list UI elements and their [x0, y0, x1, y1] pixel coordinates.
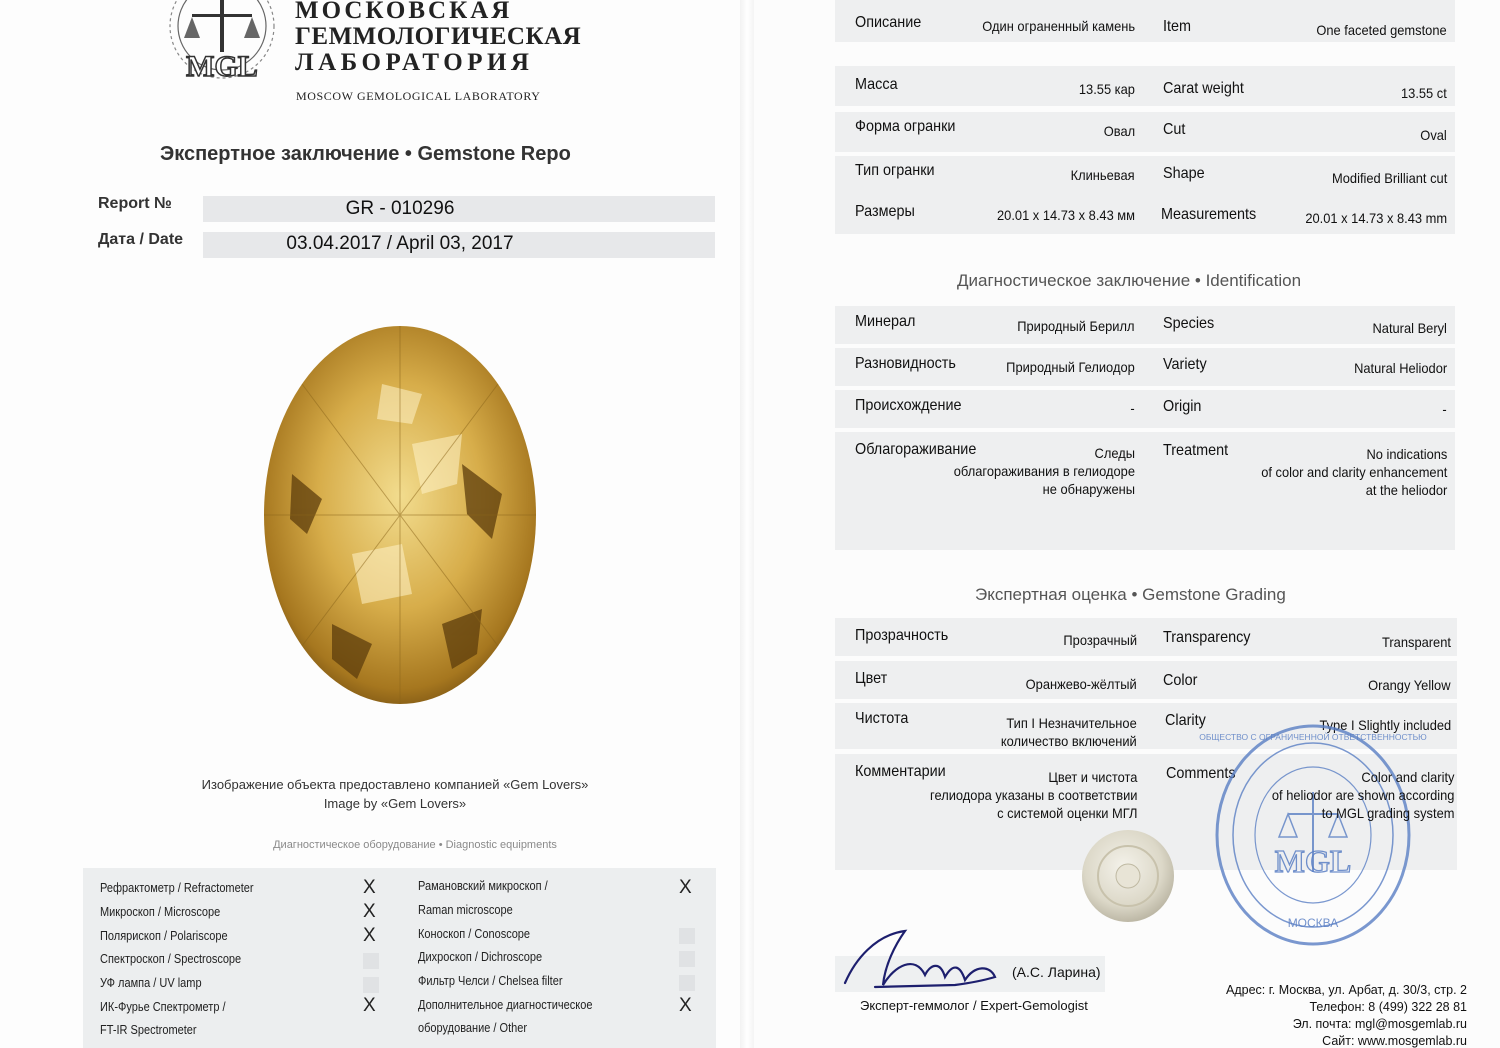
grading-ru-value: Оранжево-жёлтый [1025, 676, 1137, 692]
grading-en-label: Transparency [1163, 629, 1251, 646]
description-ru-label: Тип огранки [855, 162, 935, 179]
image-caption-en: Image by «Gem Lovers» [323, 796, 467, 811]
description-ru-label: Форма огранки [855, 118, 956, 135]
equipment-item: Raman microscope [418, 903, 513, 917]
grading-ru-label: Чистота [855, 710, 909, 727]
equipment-item: УФ лампа / UV lamp [100, 976, 202, 990]
lab-name [295, 0, 581, 76]
equipment-item: Дополнительное диагностическое [418, 998, 593, 1012]
description-en-label: Measurements [1161, 206, 1257, 223]
address-line: Адрес: г. Москва, ул. Арбат, д. 30/3, стр. 2 [1225, 983, 1467, 997]
grading-ru-value: Тип I Незначительное количество включений [1001, 715, 1137, 749]
description-ru-value: Один ограненный камень [982, 18, 1135, 34]
equipment-empty-box [679, 975, 695, 991]
identification-ru-label: Облагораживание [855, 441, 977, 458]
equipment-empty-box [363, 953, 379, 969]
grading-ru-value: Цвет и чистота гелиодора указаны в соответствии с системой оценки МГЛ [929, 769, 1137, 821]
image-caption-ru: Изображение объекта предоставлено компанией «Gem Lovers» [201, 777, 589, 792]
identification-en-label: Origin [1163, 398, 1202, 415]
equipment-item: Фильтр Челси / Chelsea filter [418, 974, 563, 988]
lab-name-line-1: МОСКОВСКАЯ [295, 0, 513, 24]
identification-ru-value: - [1130, 400, 1135, 416]
identification-en-value: - [1442, 401, 1447, 417]
grading-ru-label: Прозрачность [855, 627, 949, 644]
description-ru-value: Овал [1103, 123, 1135, 139]
identification-ru-label: Разновидность [855, 355, 956, 372]
page-fold [740, 0, 754, 1048]
report-date-value: 03.04.2017 / April 03, 2017 [286, 233, 514, 254]
equipment-item: Дихроскоп / Dichroscope [418, 950, 543, 964]
equipment-item: Спектроскоп / Spectroscope [100, 952, 242, 966]
identification-en-value: No indications of color and clarity enhancement at the heliodor [1260, 446, 1447, 498]
email-line: Эл. почта: mgl@mosgemlab.ru [1292, 1017, 1467, 1031]
lab-name-en: MOSCOW GEMOLOGICAL LABORATORY [296, 89, 541, 103]
seal-center-text: MGL [1274, 843, 1352, 879]
equipment-empty-box [679, 951, 695, 967]
equipment-check-mark: X [363, 877, 376, 898]
signature-role: Эксперт-геммолог / Expert-Gemologist [860, 998, 1088, 1013]
equipment-empty-box [679, 928, 695, 944]
description-ru-label: Размеры [855, 203, 915, 220]
identification-en-label: Treatment [1163, 442, 1229, 459]
equipment-title: Диагностическое оборудование • Diagnostic equipments [273, 839, 557, 851]
description-ru-value: 20.01 x 14.73 x 8.43 мм [996, 207, 1135, 223]
report-title: Экспертное заключение • Gemstone Repo [160, 143, 571, 165]
hologram-sticker-icon [1080, 828, 1176, 924]
grading-en-value: Orangy Yellow [1368, 677, 1451, 693]
report-date-label: Дата / Date [98, 231, 184, 248]
description-en-label: Item [1163, 18, 1192, 35]
grading-title: Экспертная оценка • Gemstone Grading [975, 585, 1286, 604]
gemstone-photo [262, 324, 538, 707]
table-row [835, 306, 1455, 344]
identification-en-label: Species [1163, 315, 1215, 332]
equipment-item: Рамановский микроскоп / [418, 879, 548, 893]
table-row [835, 66, 1455, 106]
identification-en-label: Variety [1163, 356, 1207, 373]
phone-line: Телефон: 8 (499) 322 28 81 [1309, 1000, 1467, 1014]
lab-name-line-3: ЛАБОРАТОРИЯ [295, 49, 534, 76]
equipment-item: Коноскоп / Conoscope [418, 927, 531, 941]
equipment-check-mark: X [679, 877, 692, 898]
grading-en-label: Color [1163, 672, 1198, 689]
equipment-item: FT-IR Spectrometer [100, 1023, 197, 1037]
grading-ru-label: Комментарии [855, 763, 946, 780]
signature-name: (А.С. Ларина) [1012, 964, 1101, 980]
mgl-logo-icon [162, 0, 282, 82]
website-line: Сайт: www.mosgemlab.ru [1322, 1034, 1467, 1048]
grading-ru-value: Прозрачный [1063, 632, 1137, 648]
grading-ru-label: Цвет [855, 670, 888, 687]
grading-en-value: Color and clarity of heliodor are shown according to MGL grading system [1271, 769, 1454, 821]
handwritten-signature [835, 925, 1020, 993]
logo-text: MGL [186, 50, 258, 83]
description-en-value: 20.01 x 14.73 x 8.43 mm [1305, 210, 1447, 226]
description-en-value: 13.55 ct [1401, 85, 1447, 101]
identification-en-value: Natural Heliodor [1353, 360, 1447, 376]
seal-city-text: МОСКВА [1287, 916, 1339, 930]
equipment-item: Микроскоп / Microscope [100, 905, 221, 919]
description-ru-label: Описание [855, 14, 922, 31]
table-row [835, 661, 1457, 699]
equipment-item: ИК-Фурье Спектрометр / [100, 1000, 226, 1014]
identification-title: Диагностическое заключение • Identification [957, 271, 1302, 290]
grading-en-label: Comments [1166, 765, 1236, 782]
description-en-value: One faceted gemstone [1316, 22, 1447, 38]
description-en-label: Cut [1163, 121, 1186, 138]
report-number-value: GR - 010296 [345, 198, 455, 219]
equipment-item: Полярископ / Polariscope [100, 929, 228, 943]
identification-ru-label: Происхождение [855, 397, 962, 414]
identification-ru-value: Природный Берилл [1017, 318, 1135, 334]
description-en-label: Carat weight [1163, 80, 1244, 97]
description-ru-value: 13.55 кар [1078, 81, 1135, 97]
identification-ru-label: Минерал [855, 313, 916, 330]
description-ru-value: Клиньевая [1070, 167, 1135, 183]
equipment-item: оборудование / Other [418, 1021, 528, 1035]
equipment-check-mark: X [363, 995, 376, 1016]
equipment-check-mark: X [679, 995, 692, 1016]
description-en-value: Modified Brilliant cut [1331, 170, 1447, 186]
identification-en-value: Natural Beryl [1372, 320, 1447, 336]
description-ru-label: Масса [855, 76, 898, 93]
seal-ring-text: ОБЩЕСТВО С ОГРАНИЧЕННОЙ ОТВЕТСТВЕННОСТЬЮ [1199, 732, 1427, 742]
equipment-check-mark: X [363, 901, 376, 922]
equipment-item: Рефрактометр / Refractometer [100, 881, 254, 895]
equipment-empty-box [363, 977, 379, 993]
description-en-label: Shape [1163, 165, 1205, 182]
description-en-value: Oval [1420, 127, 1447, 143]
grading-en-value: Type I Slightly included [1319, 717, 1451, 733]
grading-en-label: Clarity [1165, 712, 1206, 729]
identification-ru-value: Природный Гелиодор [1006, 359, 1135, 375]
lab-name-line-2: ГЕММОЛОГИЧЕСКАЯ [295, 23, 582, 50]
report-number-label: Report № [98, 195, 172, 212]
equipment-check-mark: X [363, 925, 376, 946]
grading-en-value: Transparent [1382, 634, 1451, 650]
identification-ru-value: Следы облагораживания в гелиодоре не обнаружены [953, 445, 1135, 497]
